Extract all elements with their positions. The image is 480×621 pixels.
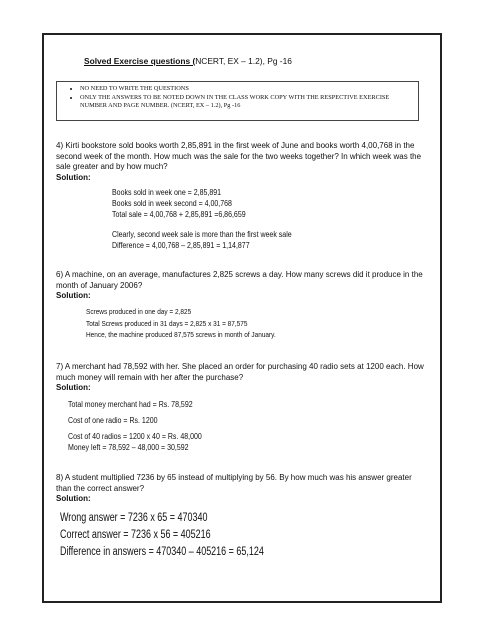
solution-line: Cost of one radio = Rs. 1200 [68, 416, 158, 425]
instruction-item: • NO NEED TO WRITE THE QUESTIONS [80, 85, 414, 94]
solution-label: Solution: [56, 383, 91, 393]
question-text: 8) A student multiplied 7236 by 65 instead of multiplying by 56. By how much was his answer greater than the correct answer? [56, 473, 412, 493]
solution-7-image [68, 399, 202, 453]
question-8 [56, 473, 426, 505]
question-4 [56, 141, 426, 183]
solution-line: Difference in answers = 470340 – 405216 = 65,124 [60, 546, 264, 558]
solution-6-image [86, 306, 276, 341]
solution-label: Solution: [56, 494, 91, 504]
solution-line: Cost of 40 radios = 1200 x 40 = Rs. 48,000 [68, 432, 202, 441]
solution-line: Total Screws produced in 31 days = 2,825 x 31 = 87,575 [86, 318, 248, 328]
solution-line: Books sold in week second = 4,00,768 [112, 199, 232, 208]
title-underlined: Solved Exercise questions ( [84, 56, 196, 66]
question-7 [56, 362, 426, 394]
solution-line: Total money merchant had = Rs. 78,592 [68, 400, 193, 409]
title-rest: NCERT, EX – 1.2), Pg -16 [195, 56, 292, 66]
solution-4-image [112, 187, 292, 251]
question-text: 6) A machine, on an average, manufactures 2,825 screws a day. How many screws did it produce in the month of January 2006? [56, 270, 423, 290]
question-text: 4) Kirti bookstore sold books worth 2,85,891 in the first week of June and books worth 4,00,768 in the second week of the month. How much was the sale for the two weeks together? In which week was the sale greater and by how much? [56, 141, 422, 172]
instructions-box [56, 81, 419, 121]
solution-label: Solution: [56, 172, 91, 182]
solution-line: Books sold in week one = 2,85,891 [112, 188, 222, 197]
solution-line: Wrong answer = 7236 x 65 = 470340 [60, 512, 208, 524]
solution-line: Hence, the machine produced 87,575 screws in month of January. [86, 330, 276, 339]
solution-label: Solution: [56, 291, 91, 301]
solution-line: Screws produced in one day = 2,825 [86, 307, 192, 316]
solution-line: Clearly, second week sale is more than the first week sale [112, 230, 292, 239]
instruction-item: • ONLY THE ANSWERS TO BE NOTED DOWN IN THE CLASS WORK COPY WITH THE RESPECTIVE EXERCISE NUMBER AND PAGE NUMBER. (NCERT, EX – 1.2), Pg -16 [80, 94, 414, 111]
question-text: 7) A merchant had 78,592 with her. She placed an order for purchasing 40 radio sets at 1200 each. How much money will remain with her after the purchase? [56, 362, 424, 382]
question-6 [56, 270, 426, 302]
solution-line: Correct answer = 7236 x 56 = 405216 [60, 529, 211, 541]
page-title [84, 56, 292, 66]
solution-line: Total sale = 4,00,768 + 2,85,891 =6,86,659 [112, 210, 246, 219]
solution-8-image [60, 510, 264, 561]
solution-line: Difference = 4,00,768 – 2,85,891 = 1,14,877 [112, 241, 250, 250]
solution-line: Money left = 78,592 – 48,000 = 30,592 [68, 443, 189, 452]
